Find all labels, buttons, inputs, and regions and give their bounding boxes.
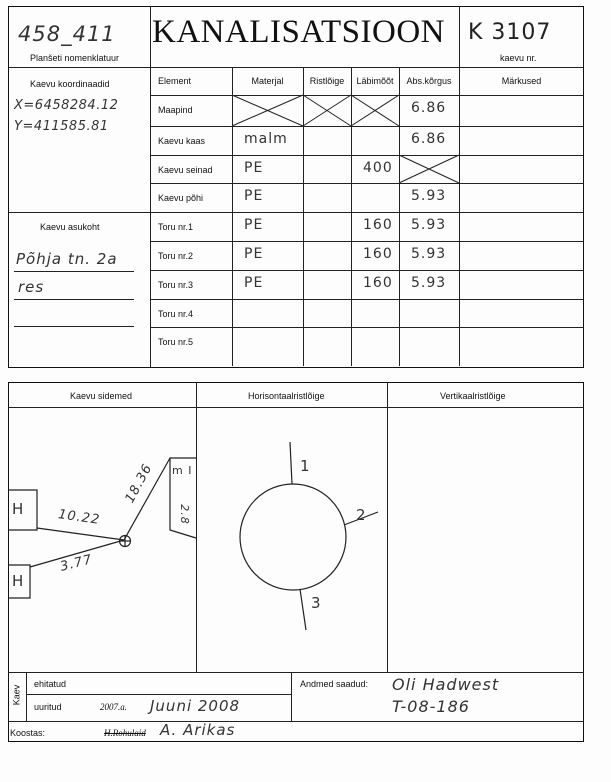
footer-label-divider	[26, 672, 27, 721]
nomenclature-label: Planšeti nomenklatuur	[30, 53, 120, 63]
pipe-2-label: 2	[356, 506, 367, 524]
table-cell-materjal: PE	[244, 275, 264, 291]
table-cell-element: Toru nr.3	[158, 280, 194, 290]
nomenclature-value: 458_411	[18, 22, 116, 46]
data-from-label: Andmed saadud:	[300, 679, 369, 689]
sketch-col2-label: Horisontaalristlõige	[248, 391, 325, 401]
table-cell-element: Kaevu kaas	[158, 136, 206, 146]
compiled-printed: H.Rohulaid	[104, 728, 146, 738]
coordinates-label: Kaevu koordinaadid	[30, 79, 110, 89]
table-cell-abs: 6.86	[411, 131, 447, 147]
distance-4: 2.8	[177, 504, 191, 525]
footer-top-line	[8, 672, 584, 673]
coordinate-y: Y=411585.81	[14, 119, 109, 134]
coordinate-x: X=6458284.12	[14, 98, 119, 113]
page-title: KANALISATSIOON	[152, 14, 445, 50]
location-line-1: Põhja tn. 2a	[16, 250, 118, 268]
table-cell-labimoot: 400	[363, 160, 393, 176]
pipe-1-label: 1	[300, 457, 311, 475]
pipe-3-line	[300, 589, 306, 630]
table-cell-materjal: malm	[244, 131, 288, 147]
table-cell-materjal: PE	[244, 188, 264, 204]
footer-row-divider	[26, 694, 291, 695]
table-cell-materjal: PE	[244, 246, 264, 262]
pipe-1-line	[290, 442, 292, 484]
data-from-value-2: T-08-186	[392, 697, 470, 716]
table-cell-abs: 5.93	[411, 246, 447, 262]
surveyed-printed-date: 2007.a.	[100, 702, 127, 712]
table-column-header: Materjal	[251, 76, 284, 86]
footer-middle-divider	[291, 672, 292, 721]
table-cell-labimoot: 160	[363, 246, 393, 262]
compiled-hand: A. Arikas	[160, 721, 236, 739]
location-sketch	[8, 458, 196, 598]
well-circle	[240, 484, 346, 590]
table-cell-materjal: PE	[244, 160, 264, 176]
table-cell-element: Toru nr.1	[158, 222, 194, 232]
built-label: ehitatud	[34, 679, 67, 689]
table-column-header: Märkused	[501, 76, 542, 86]
distance-1: 10.22	[57, 507, 102, 528]
table-cell-abs: 6.86	[411, 100, 447, 116]
table-column-header: Läbimõõt	[356, 76, 394, 86]
table-cell-element: Toru nr.2	[158, 251, 194, 261]
table-cell-labimoot: 160	[363, 217, 393, 233]
table-cell-element: Kaevu põhi	[158, 193, 204, 203]
table-cell-abs: 5.93	[411, 275, 447, 291]
sketch-col1-label: Kaevu sidemed	[70, 391, 133, 401]
location-label: Kaevu asukoht	[40, 222, 100, 232]
house-label-2: H	[12, 572, 25, 590]
table-cell-element: Toru nr.5	[158, 337, 194, 347]
table-cell-abs: 5.93	[411, 188, 447, 204]
location-line-2: res	[18, 278, 45, 296]
house-label-1: H	[12, 500, 25, 518]
pipe-3-label: 3	[311, 594, 322, 612]
compiled-label: Koostas:	[10, 728, 46, 738]
table-cell-element: Kaevu seinad	[158, 165, 213, 175]
table-cell-abs: 5.93	[411, 217, 447, 233]
table-cell-element: Toru nr.4	[158, 309, 194, 319]
table-column-header: Element	[158, 76, 192, 86]
measure-line-1	[37, 528, 124, 540]
data-from-value-1: Oli Hadwest	[392, 675, 500, 694]
surveyed-label: uuritud	[34, 702, 62, 712]
table-cell-materjal: PE	[244, 217, 264, 233]
footer-bottom-line	[8, 721, 584, 722]
table-cell-labimoot: 160	[363, 275, 393, 291]
surveyed-hand-date: Juuni 2008	[150, 697, 241, 715]
table-column-header: Abs.kõrgus	[406, 76, 452, 86]
building-label: m I	[172, 464, 193, 477]
footer-side-label: Kaev	[11, 684, 22, 706]
table-column-header: Ristlõige	[309, 76, 345, 86]
well-number-value: K 3107	[468, 20, 552, 45]
table-cell-element: Maapind	[158, 105, 193, 115]
sketch-col3-label: Vertikaalristlõige	[440, 391, 506, 401]
distance-3: 18.36	[122, 461, 156, 506]
distance-2: 3.77	[58, 552, 95, 575]
well-number-label: kaevu nr.	[500, 53, 537, 63]
